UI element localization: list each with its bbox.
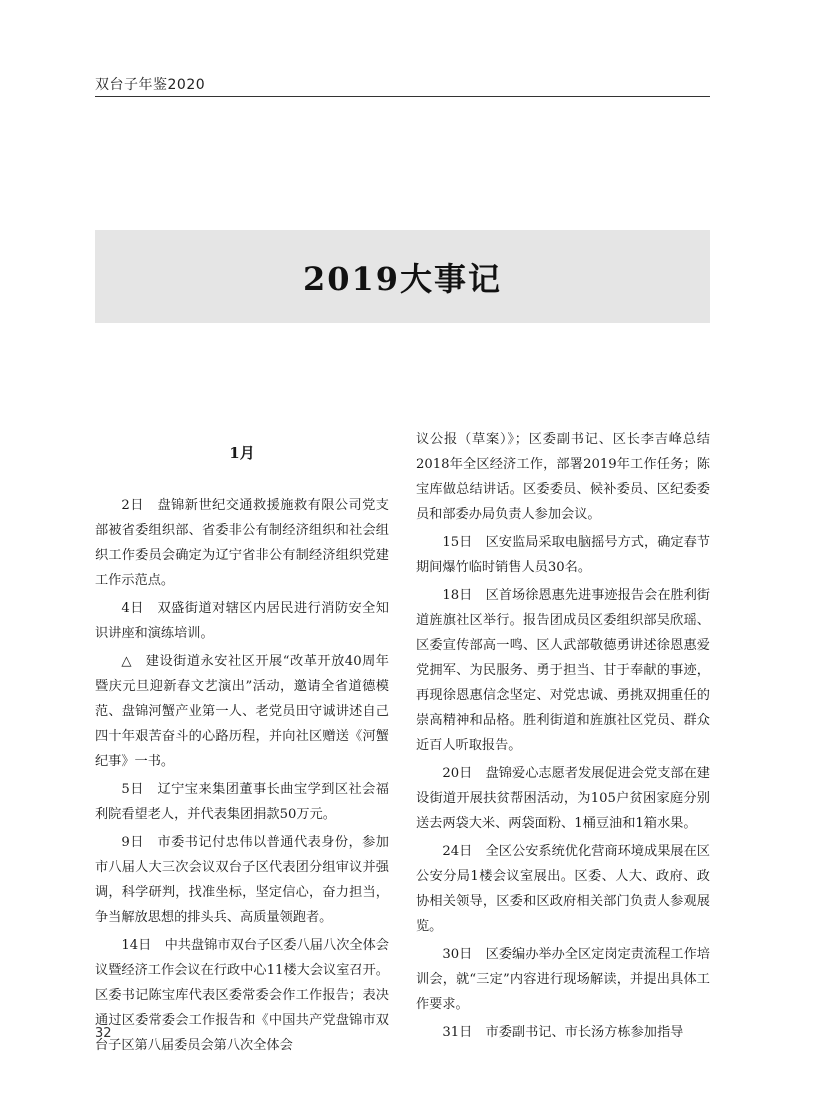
event-entry: 31日 市委副书记、市长汤方栋参加指导: [442, 1025, 684, 1040]
event-entry: 30日 区委编办举办全区定岗定责流程工作培训会，就“三定”内容进行现场解读，并提出具体工作要求。: [416, 947, 710, 1012]
event-entry: 2日 盘锦新世纪交通救援施救有限公司党支部被省委组织部、省委非公有制经济组织和社会组织工作委员会确定为辽宁省非公有制经济组织党建工作示范点。: [95, 498, 389, 588]
event-entry: 18日 区首场徐恩惠先进事迹报告会在胜利街道旌旗社区举行。报告团成员区委组织部吴欣瑶、区委宣传部高一鸣、区人武部敬德勇讲述徐恩惠爱党拥军、为民服务、勇于担当、甘于奉献的事迹，再现徐恩惠信念坚定、对党忠诚、勇挑双拥重任的崇高精神和品格。胜利街道和旌旗社区党员、群众近百人听取报告。: [416, 588, 710, 753]
page-title: 2019大事记: [302, 259, 503, 298]
event-entry: 4日 双盛街道对辖区内居民进行消防安全知识讲座和演练培训。: [95, 601, 389, 641]
event-entry-continuation: 议公报（草案）》；区委副书记、区长李吉峰总结2018年全区经济工作，部署2019年工作任务；陈宝库做总结讲话。区委委员、候补委员、区纪委委员和部委办局负责人参加会议。: [416, 432, 710, 522]
event-entry: △ 建设街道永安社区开展“改革开放40周年暨庆元旦迎新春文艺演出”活动，邀请全省道德模范、盘锦河蟹产业第一人、老党员田守诚讲述自己四十年艰苦奋斗的心路历程，并向社区赠送《河蟹纪事》一书。: [95, 654, 389, 769]
running-header: 双台子年鉴2020: [95, 77, 206, 93]
title-banner: [95, 230, 710, 323]
event-entry: 24日 全区公安系统优化营商环境成果展在区公安分局1楼会议室展出。区委、人大、政府、政协相关领导，区委和区政府相关部门负责人参观展览。: [416, 844, 710, 934]
event-entry: 20日 盘锦爱心志愿者发展促进会党支部在建设街道开展扶贫帮困活动，为105户贫困家庭分别送去两袋大米、两袋面粉、1桶豆油和1箱水果。: [416, 766, 710, 831]
header-divider: [95, 96, 710, 97]
event-entry: 5日 辽宁宝来集团董事长曲宝学到区社会福利院看望老人，并代表集团捐款50万元。: [95, 782, 389, 822]
month-heading: 1月: [229, 444, 255, 462]
left-column: [95, 427, 389, 1061]
event-entry: 15日 区安监局采取电脑摇号方式，确定春节期间爆竹临时销售人员30名。: [416, 535, 710, 575]
page-number: 32: [95, 1026, 112, 1041]
right-column: [416, 427, 710, 1048]
event-entry: 14日 中共盘锦市双台子区委八届八次全体会议暨经济工作会议在行政中心11楼大会议室召开。区委书记陈宝库代表区委常委会作工作报告；表决通过区委常委会工作报告和《中国共产党盘锦市双台子区第八届委员会第八次全体会: [95, 938, 389, 1053]
event-entry: 9日 市委书记付忠伟以普通代表身份，参加市八届人大三次会议双台子区代表团分组审议并强调，科学研判，找准坐标，坚定信心，奋力担当，争当解放思想的排头兵、高质量领跑者。: [95, 835, 389, 925]
